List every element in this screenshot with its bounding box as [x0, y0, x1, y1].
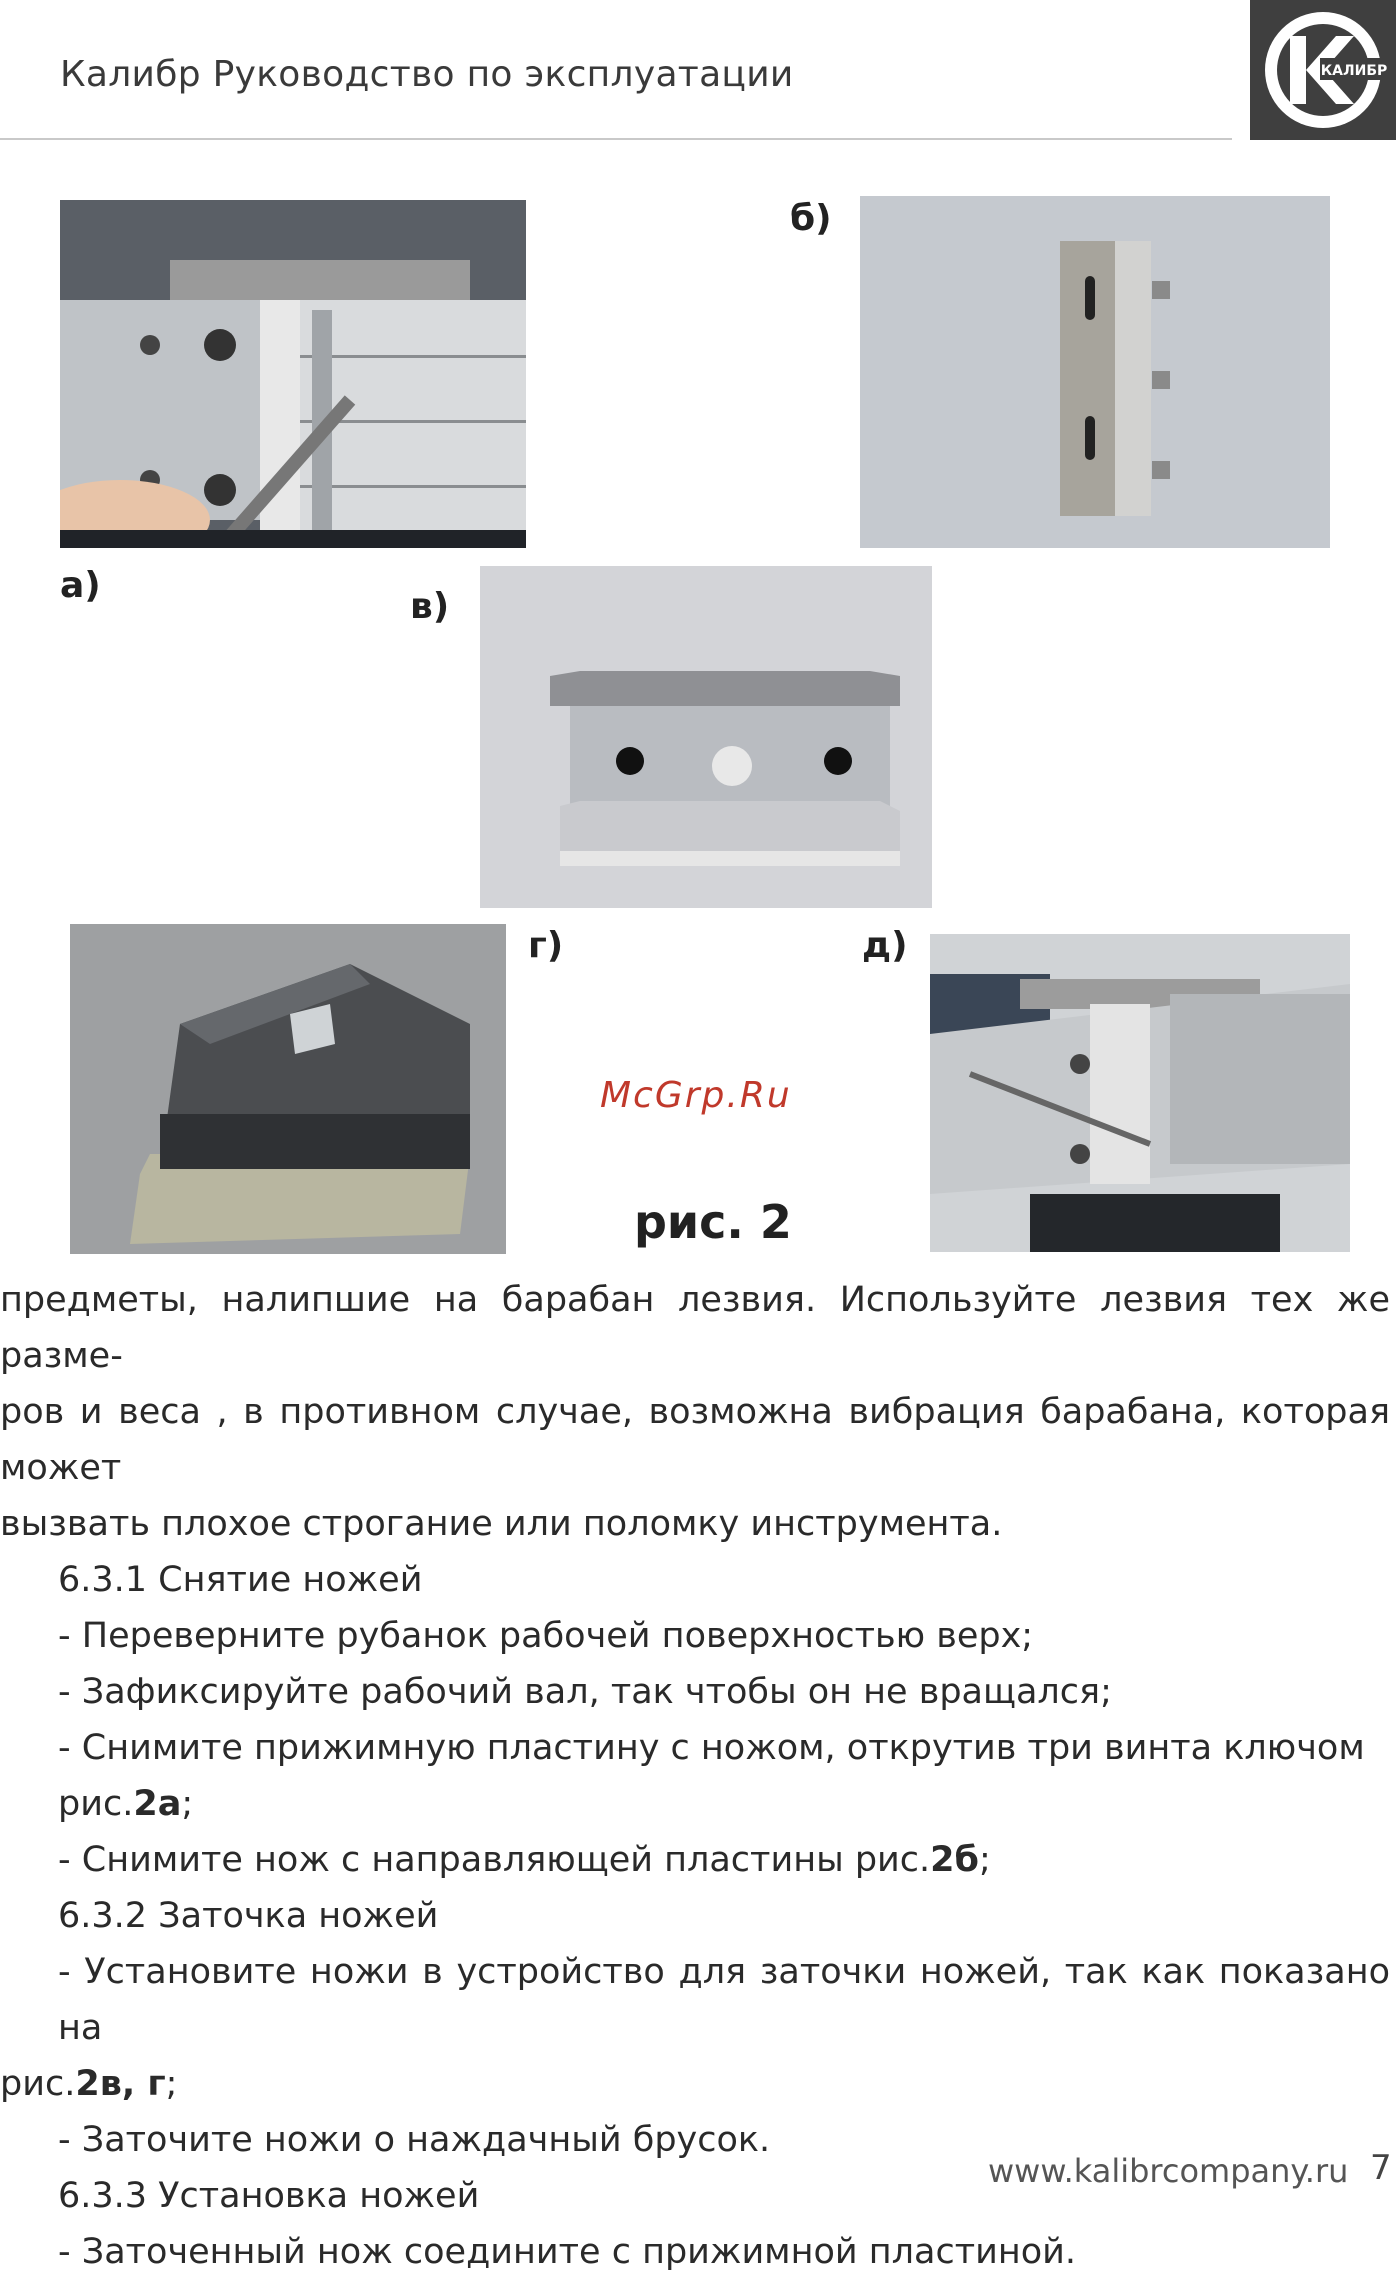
kalibr-logo-text: КАЛИБР [1320, 63, 1388, 79]
figure-label-v: в) [410, 586, 450, 627]
figure-reference: 2б [930, 1840, 979, 1880]
section-heading-6-3-1: 6.3.1 Снятие ножей [58, 1560, 423, 1600]
photo-g-sharpening-on-whetstone [70, 924, 506, 1254]
figure-label-a: а) [60, 565, 101, 606]
photo-a-planer-knife-removal [60, 200, 526, 548]
kalibr-logo [1250, 0, 1396, 140]
photo-b-knife-on-guide-plate [860, 196, 1330, 548]
body-text [0, 1272, 1390, 2280]
list-item [0, 1832, 1390, 1888]
paragraph-line: предметы, налипшие на барабан лезвия. Используйте лезвия тех же разме- [0, 1280, 1390, 1376]
page-header-title: Калибр Руководство по эксплуатации [60, 54, 794, 95]
list-item: - Установите ножи в устройство для заточки ножей, так как показано на [58, 1952, 1390, 2048]
figure-label-d: д) [862, 925, 908, 966]
list-item-text: - Снимите прижимную пластину с ножом, открутив три винта ключом рис. [58, 1728, 1365, 1824]
figure-label-g: г) [528, 925, 564, 966]
figure-label-b: б) [790, 198, 832, 239]
figure-caption: рис. 2 [634, 1195, 792, 1249]
footer-website-link[interactable]: www.kalibrcompany.ru [988, 2152, 1349, 2190]
list-item-end: ; [165, 2064, 178, 2104]
list-item: - Зафиксируйте рабочий вал, так чтобы он не вращался; [58, 1672, 1112, 1712]
list-item-end: ; [181, 1784, 194, 1824]
figure-reference: 2а [133, 1784, 182, 1824]
list-item: - Заточенный нож соедините с прижимной пластиной. [58, 2232, 1077, 2272]
page-number: 7 [1370, 2148, 1392, 2188]
list-item [0, 1720, 1390, 1832]
list-item-end: ; [978, 1840, 991, 1880]
list-item: - Заточите ножи о наждачный брусок. [58, 2120, 771, 2160]
list-item-continuation [0, 2056, 1390, 2112]
paragraph-line: ров и веса , в противном случае, возможна вибрация барабана, которая может [0, 1392, 1390, 1488]
list-item-text: рис. [0, 2064, 76, 2104]
photo-v-sharpening-device [480, 566, 932, 908]
section-heading-6-3-3: 6.3.3 Установка ножей [58, 2176, 480, 2216]
photo-d-knife-installation [930, 934, 1350, 1252]
watermark-text: McGrp.Ru [600, 1075, 792, 1116]
list-item: - Переверните рубанок рабочей поверхностью верх; [58, 1616, 1034, 1656]
list-item-text: - Снимите нож с направляющей пластины рис. [58, 1840, 931, 1880]
paragraph-line: вызвать плохое строгание или поломку инструмента. [0, 1504, 1003, 1544]
figure-reference: 2в, г [75, 2064, 166, 2104]
section-heading-6-3-2: 6.3.2 Заточка ножей [58, 1896, 439, 1936]
header-divider [0, 138, 1232, 140]
